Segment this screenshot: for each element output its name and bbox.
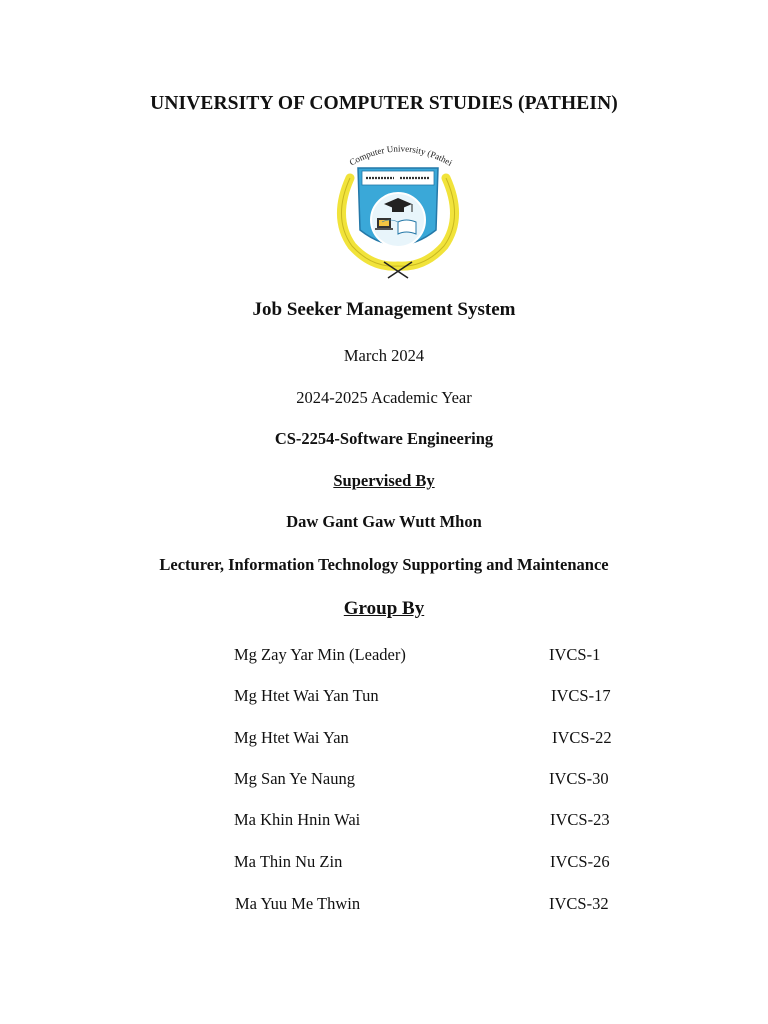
member-row bbox=[0, 728, 768, 750]
academic-year: 2024-2025 Academic Year bbox=[296, 388, 472, 407]
member-name: Mg Htet Wai Yan Tun bbox=[234, 686, 379, 705]
member-id: IVCS-32 bbox=[549, 894, 609, 913]
member-id: IVCS-1 bbox=[549, 645, 601, 664]
supervisor-name: Daw Gant Gaw Wutt Mhon bbox=[286, 512, 482, 531]
member-id: IVCS-17 bbox=[551, 686, 611, 705]
member-name: Mg Zay Yar Min (Leader) bbox=[234, 645, 406, 664]
supervisor-position: Lecturer, Information Technology Supporting and Maintenance bbox=[159, 555, 609, 574]
svg-text:Computer University (Pathein) bbox=[328, 138, 455, 168]
member-row bbox=[0, 852, 768, 874]
course-code: CS-2254-Software Engineering bbox=[274, 429, 494, 448]
member-row bbox=[0, 769, 768, 791]
member-name: Mg San Ye Naung bbox=[234, 769, 356, 788]
member-name: Ma Khin Hnin Wai bbox=[234, 810, 361, 829]
university-seal-icon bbox=[328, 138, 468, 280]
member-id: IVCS-26 bbox=[550, 852, 610, 871]
member-id: IVCS-30 bbox=[549, 769, 609, 788]
member-row bbox=[0, 894, 768, 916]
member-name: Mg Htet Wai Yan bbox=[234, 728, 349, 747]
project-title: Job Seeker Management System bbox=[252, 299, 516, 320]
member-name: Ma Thin Nu Zin bbox=[234, 852, 343, 871]
supervised-heading: Supervised By bbox=[333, 471, 435, 490]
university-title: UNIVERSITY OF COMPUTER STUDIES (PATHEIN) bbox=[150, 93, 618, 114]
submission-date: March 2024 bbox=[343, 346, 425, 365]
member-row bbox=[0, 810, 768, 832]
member-row bbox=[0, 645, 768, 667]
group-heading: Group By bbox=[343, 598, 425, 619]
logo-arc-text: Computer University (Pathei bbox=[347, 143, 455, 168]
university-logo bbox=[328, 138, 468, 280]
member-id: IVCS-23 bbox=[550, 810, 610, 829]
member-name: Ma Yuu Me Thwin bbox=[235, 894, 361, 913]
member-row bbox=[0, 686, 768, 708]
member-id: IVCS-22 bbox=[552, 728, 612, 747]
